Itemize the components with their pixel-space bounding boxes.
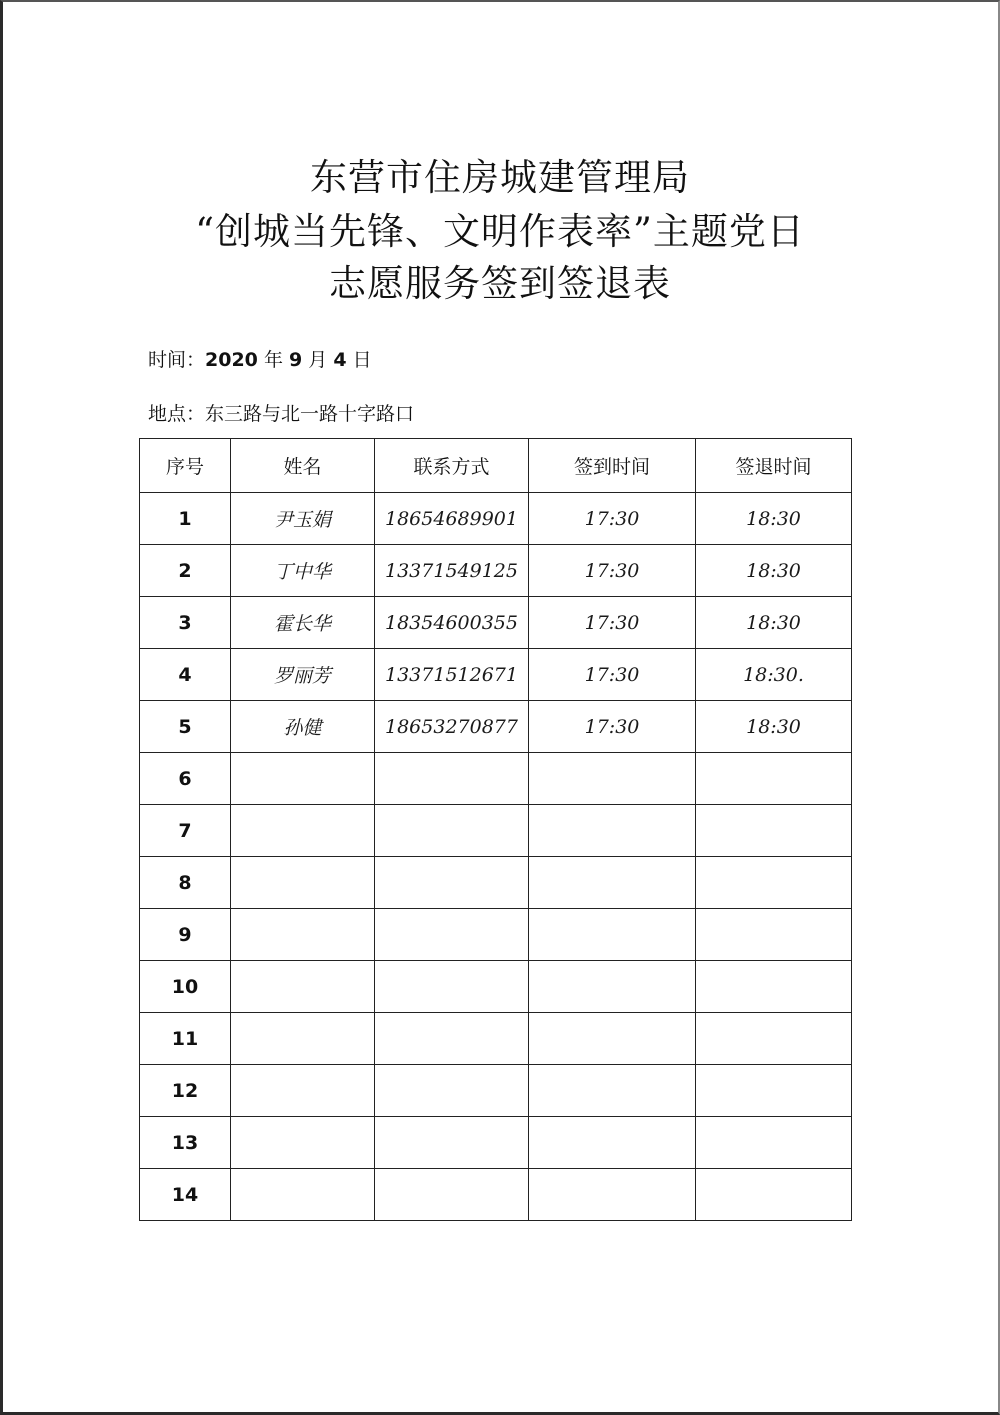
time-year-unit: 年 bbox=[257, 349, 289, 371]
cell-sign-out-time bbox=[696, 805, 852, 857]
cell-index: 1 bbox=[140, 493, 231, 545]
cell-index: 13 bbox=[140, 1117, 231, 1169]
cell-index: 10 bbox=[140, 961, 231, 1013]
cell-sign-out-time: 18:30 bbox=[696, 597, 852, 649]
cell-name-signature bbox=[231, 805, 375, 857]
cell-sign-in-time bbox=[529, 753, 696, 805]
cell-sign-in-time bbox=[529, 1169, 696, 1221]
cell-sign-in-time bbox=[529, 857, 696, 909]
cell-sign-in-time: 17:30 bbox=[529, 649, 696, 701]
time-label: 时间： bbox=[148, 349, 206, 371]
cell-contact bbox=[375, 1169, 529, 1221]
cell-index: 3 bbox=[140, 597, 231, 649]
cell-index: 9 bbox=[140, 909, 231, 961]
table-row bbox=[140, 1065, 852, 1117]
cell-sign-out-time: 18:30 bbox=[696, 545, 852, 597]
cell-sign-out-time bbox=[696, 753, 852, 805]
cell-index: 12 bbox=[140, 1065, 231, 1117]
cell-contact bbox=[375, 961, 529, 1013]
cell-contact bbox=[375, 1117, 529, 1169]
cell-sign-in-time bbox=[529, 909, 696, 961]
time-day: 4 bbox=[333, 349, 347, 371]
cell-contact bbox=[375, 1013, 529, 1065]
cell-index: 11 bbox=[140, 1013, 231, 1065]
table-row bbox=[140, 597, 852, 649]
table-row bbox=[140, 649, 852, 701]
cell-name-signature: 尹玉娟 bbox=[231, 493, 375, 545]
table-header-row bbox=[140, 439, 852, 493]
cell-name-signature bbox=[231, 857, 375, 909]
cell-contact bbox=[375, 909, 529, 961]
table-row bbox=[140, 857, 852, 909]
table-row bbox=[140, 1013, 852, 1065]
table-row bbox=[140, 909, 852, 961]
cell-index: 2 bbox=[140, 545, 231, 597]
place-label: 地点： bbox=[148, 403, 206, 425]
header-sign-in-time: 签到时间 bbox=[529, 439, 696, 493]
cell-sign-in-time bbox=[529, 805, 696, 857]
cell-contact: 18653270877 bbox=[375, 701, 529, 753]
cell-index: 4 bbox=[140, 649, 231, 701]
cell-contact: 13371512671 bbox=[375, 649, 529, 701]
cell-sign-in-time bbox=[529, 1065, 696, 1117]
cell-sign-in-time bbox=[529, 961, 696, 1013]
time-month: 9 bbox=[289, 349, 303, 371]
cell-sign-out-time bbox=[696, 857, 852, 909]
cell-contact: 13371549125 bbox=[375, 545, 529, 597]
meta-place bbox=[148, 402, 414, 426]
table-row bbox=[140, 701, 852, 753]
cell-sign-out-time bbox=[696, 1169, 852, 1221]
cell-sign-in-time bbox=[529, 1013, 696, 1065]
place-value: 东三路与北一路十字路口 bbox=[205, 403, 415, 425]
cell-index: 14 bbox=[140, 1169, 231, 1221]
cell-sign-in-time: 17:30 bbox=[529, 493, 696, 545]
cell-contact: 18354600355 bbox=[375, 597, 529, 649]
header-index: 序号 bbox=[140, 439, 231, 493]
meta-time bbox=[148, 348, 372, 372]
cell-sign-out-time bbox=[696, 961, 852, 1013]
time-day-unit: 日 bbox=[346, 349, 372, 371]
cell-contact bbox=[375, 753, 529, 805]
header-contact: 联系方式 bbox=[375, 439, 529, 493]
table-row bbox=[140, 805, 852, 857]
cell-name-signature bbox=[231, 753, 375, 805]
cell-sign-out-time bbox=[696, 909, 852, 961]
sign-in-table bbox=[139, 438, 852, 1221]
cell-index: 7 bbox=[140, 805, 231, 857]
cell-contact bbox=[375, 805, 529, 857]
cell-sign-in-time: 17:30 bbox=[529, 545, 696, 597]
cell-index: 8 bbox=[140, 857, 231, 909]
table-row bbox=[140, 545, 852, 597]
cell-sign-in-time: 17:30 bbox=[529, 701, 696, 753]
title-line-1: 东营市住房城建管理局 bbox=[310, 156, 690, 199]
cell-name-signature: 孙健 bbox=[231, 701, 375, 753]
table-row bbox=[140, 753, 852, 805]
cell-sign-in-time: 17:30 bbox=[529, 597, 696, 649]
time-month-unit: 月 bbox=[302, 349, 334, 371]
cell-contact bbox=[375, 857, 529, 909]
table-row bbox=[140, 1169, 852, 1221]
cell-contact: 18654689901 bbox=[375, 493, 529, 545]
cell-name-signature bbox=[231, 1013, 375, 1065]
cell-sign-out-time bbox=[696, 1117, 852, 1169]
cell-sign-out-time bbox=[696, 1013, 852, 1065]
cell-name-signature bbox=[231, 1065, 375, 1117]
cell-sign-out-time: 18:30. bbox=[696, 649, 852, 701]
cell-sign-out-time: 18:30 bbox=[696, 493, 852, 545]
title-line-2: “创城当先锋、文明作表率”主题党日 bbox=[195, 210, 805, 253]
time-year: 2020 bbox=[205, 349, 258, 371]
cell-index: 5 bbox=[140, 701, 231, 753]
cell-name-signature: 丁中华 bbox=[231, 545, 375, 597]
table-row bbox=[140, 493, 852, 545]
cell-name-signature bbox=[231, 961, 375, 1013]
cell-sign-out-time bbox=[696, 1065, 852, 1117]
cell-index: 6 bbox=[140, 753, 231, 805]
header-name: 姓名 bbox=[231, 439, 375, 493]
cell-sign-out-time: 18:30 bbox=[696, 701, 852, 753]
cell-sign-in-time bbox=[529, 1117, 696, 1169]
title-line-3: 志愿服务签到签退表 bbox=[329, 262, 671, 305]
cell-contact bbox=[375, 1065, 529, 1117]
header-sign-out-time: 签退时间 bbox=[696, 439, 852, 493]
cell-name-signature bbox=[231, 1117, 375, 1169]
table-row bbox=[140, 1117, 852, 1169]
cell-name-signature bbox=[231, 909, 375, 961]
cell-name-signature: 霍长华 bbox=[231, 597, 375, 649]
cell-name-signature: 罗丽芳 bbox=[231, 649, 375, 701]
table-row bbox=[140, 961, 852, 1013]
cell-name-signature bbox=[231, 1169, 375, 1221]
